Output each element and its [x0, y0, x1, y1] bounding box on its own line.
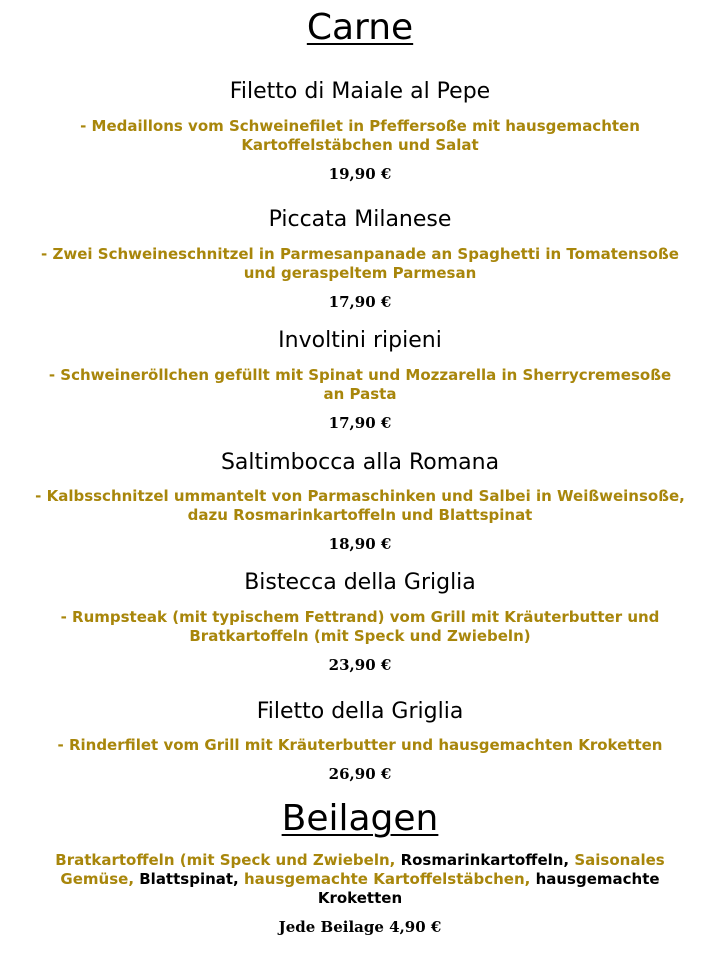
dish-price: 17,90 € [328, 293, 392, 311]
dish-price: 26,90 € [328, 765, 392, 783]
sides-list-line: Kroketten [317, 889, 403, 907]
dish-description: - Rinderfilet vom Grill mit Kräuterbutter und hausgemachten Kroketten [57, 736, 663, 754]
side-item: Saisonales [569, 851, 665, 869]
dish-description: - Medaillons vom Schweinefilet in Pfeffersoße mit hausgemachten [80, 117, 640, 135]
dish-description: Bratkartoffeln (mit Speck und Zwiebeln) [189, 627, 531, 645]
side-item: Gemüse, [60, 870, 135, 888]
sides-list-line [20, 851, 700, 870]
sides-list-line [20, 870, 700, 889]
dish-name: Saltimbocca alla Romana [220, 450, 500, 475]
dish-description: und geraspeltem Parmesan [243, 264, 477, 282]
dish-description: - Rumpsteak (mit typischem Fettrand) vom Grill mit Kräuterbutter und [60, 608, 660, 626]
dish-description: Kartoffelstäbchen und Salat [241, 136, 479, 154]
dish-price: 17,90 € [328, 414, 392, 432]
side-item: hausgemachte [530, 870, 660, 888]
side-item: Rosmarinkartoffeln, [395, 851, 570, 869]
dish-price: 18,90 € [328, 535, 392, 553]
sides-price-note: Jede Beilage 4,90 € [278, 918, 442, 936]
section-title-beilagen: Beilagen [281, 798, 439, 839]
dish-name: Piccata Milanese [268, 207, 452, 232]
dish-description: an Pasta [323, 385, 397, 403]
dish-description: - Schweineröllchen gefüllt mit Spinat und Mozzarella in Sherrycremesoße [48, 366, 672, 384]
section-title-carne: Carne [306, 7, 414, 48]
side-item: Bratkartoffeln (mit Speck und Zwiebeln, [55, 851, 396, 869]
side-item: Blattspinat, [134, 870, 239, 888]
dish-description: dazu Rosmarinkartoffeln und Blattspinat [187, 506, 533, 524]
dish-price: 23,90 € [328, 656, 392, 674]
dish-name: Involtini ripieni [278, 328, 442, 353]
dish-description: - Kalbsschnitzel ummantelt von Parmaschinken und Salbei in Weißweinsoße, [35, 487, 685, 505]
dish-description: - Zwei Schweineschnitzel in Parmesanpanade an Spaghetti in Tomatensoße [41, 245, 679, 263]
dish-name: Bistecca della Griglia [244, 570, 476, 595]
dish-price: 19,90 € [328, 165, 392, 183]
dish-name: Filetto della Griglia [256, 699, 464, 724]
side-item: hausgemachte Kartoffelstäbchen, [238, 870, 531, 888]
dish-name: Filetto di Maiale al Pepe [229, 79, 491, 104]
